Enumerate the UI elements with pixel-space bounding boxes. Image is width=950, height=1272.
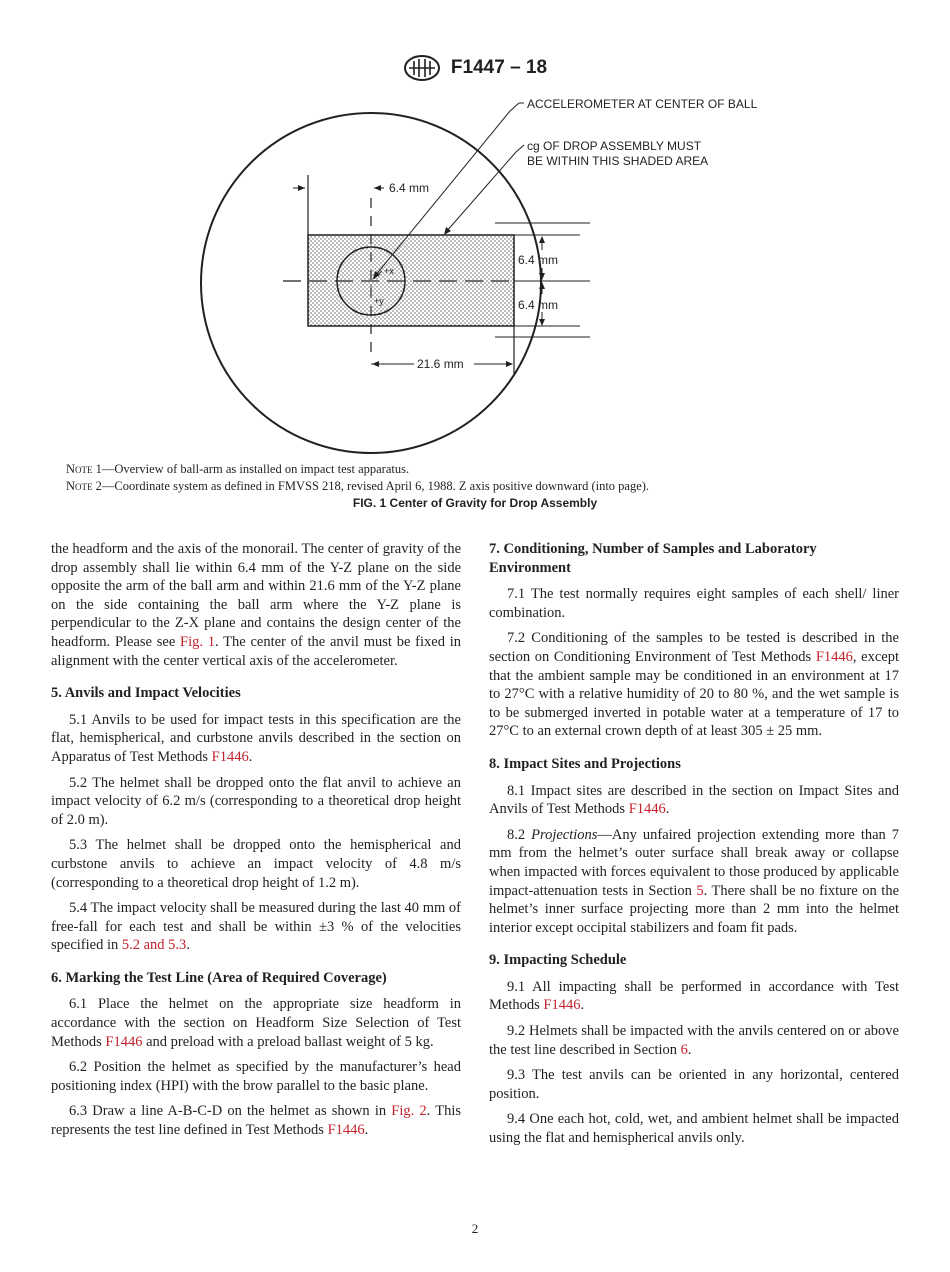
paragraph: 5.2 The helmet shall be dropped onto the flat anvil to achieve an impact velocity of 6.2 m/s (corresponding to a theoretical drop height of 2.0 m). — [51, 774, 461, 828]
section-6-link[interactable]: 6 — [680, 1041, 688, 1058]
paragraph: 5.1 Anvils to be used for impact tests in this specification are the flat, hemispherical, and curbstone anvils described in the section on Apparatus of Test Methods F1446. — [51, 711, 461, 765]
standard-code: F1447 – 18 — [450, 57, 548, 78]
paragraph: 9.4 One each hot, cold, wet, and ambient helmet shall be impacted using the flat and hemispherical anvils only. — [489, 1111, 899, 1147]
f1446-link[interactable]: F1446 — [543, 997, 581, 1014]
section-9-title: 9. Impacting Schedule — [489, 952, 627, 969]
paragraph: the headform and the axis of the monorail. The center of gravity of the drop assembly shall lie within 6.4 mm of the Y-Z plane on the side opposite the arm of the ball arm and within 21.6 mm of the Y-Z plane on the side containing the ball arm where the Y-Z plane is perpendicular to the Z-X plane and contains the design center of the headform. Please see Fig. 1. The center of the anvil must be fixed in alignment with the center vertical axis of the accelerometer. — [51, 541, 461, 669]
figure-notes — [66, 461, 896, 495]
paragraph: 8.1 Impact sites are described in the section on Impact Sites and Anvils of Test Methods F1446. — [489, 782, 899, 818]
paragraph: 9.1 All impacting shall be performed in accordance with Test Methods F1446. — [489, 978, 899, 1014]
left-column — [51, 540, 461, 1147]
right-column — [489, 540, 899, 1155]
section-7-title: 7. Conditioning, Number of Samples and Laboratory Environment — [489, 541, 817, 576]
f1446-link[interactable]: F1446 — [815, 648, 853, 665]
note-2: Note 2—Coordinate system as defined in FMVSS 218, revised April 6, 1988. Z axis positive downward (into page). — [66, 479, 650, 493]
paragraph: 5.3 The helmet shall be dropped onto the hemispherical and curbstone anvils to achieve an impact velocity of 4.8 m/s (corresponding to a theoretical drop height of 1.2 m). — [51, 837, 461, 891]
f1446-link[interactable]: F1446 — [628, 801, 666, 818]
section-6-title: 6. Marking the Test Line (Area of Required Coverage) — [51, 969, 387, 986]
note-1: Note 1—Overview of ball-arm as installed on impact test apparatus. — [66, 462, 410, 476]
axis-x-label: +x — [384, 266, 394, 276]
figure-1 — [0, 90, 950, 460]
section-8-title: 8. Impact Sites and Projections — [489, 755, 681, 772]
paragraph: 8.2 Projections—Any unfaired projection extending more than 7 mm from the helmet’s outer surface shall break away or collapse when impacted with forces equivalent to those produced by applicable impact-attenuation tests in Section 5. There shall be no fixture on the helmet’s inner surface projecting more than 2 mm into the helmet interior except occipital stabilizers and foam fit pads. — [489, 826, 900, 936]
paragraph: 9.2 Helmets shall be impacted with the anvils centered on or above the test line described in Section 6. — [489, 1023, 899, 1058]
f1446-link[interactable]: F1446 — [105, 1033, 143, 1050]
f1446-link[interactable]: F1446 — [327, 1122, 365, 1139]
dim-bottom-label: 21.6 mm — [417, 357, 464, 371]
f1446-link[interactable]: F1446 — [211, 748, 249, 765]
section-5-2-5-3-link[interactable]: 5.2 and 5.3 — [121, 937, 187, 954]
paragraph: 6.3 Draw a line A-B-C-D on the helmet as shown in Fig. 2. This represents the test line defined in Test Methods F1446. — [51, 1103, 461, 1139]
paragraph: 7.1 The test normally requires eight samples of each shell/ liner combination. — [489, 586, 899, 621]
fig-2-link[interactable]: Fig. 2 — [391, 1103, 427, 1120]
paragraph: 7.2 Conditioning of the samples to be tested is described in the section on Conditioning Environment of Test Methods F1446, except that the ambient sample may be conditioned in an environment at 17 to 27°C with a relative humidity of 20 to 80 %, and the wet sample is to be submerged inverted in potable water at a temperature of 17 to 27°C to an external crown depth of at least 305 ± 25 mm. — [489, 630, 899, 740]
page-header — [0, 54, 950, 82]
cg-label-line2: BE WITHIN THIS SHADED AREA — [527, 154, 709, 168]
cg-diagram — [0, 90, 950, 460]
paragraph: 5.4 The impact velocity shall be measured during the last 40 mm of free-fall for each test and shall be within ±3 % of the velocities specified in 5.2 and 5.3. — [51, 900, 461, 954]
section-5-title: 5. Anvils and Impact Velocities — [51, 685, 241, 702]
dim-right-lower-label: 6.4 mm — [518, 298, 559, 312]
astm-logo-icon — [403, 54, 441, 82]
cg-label-line1: cg OF DROP ASSEMBLY MUST — [527, 139, 702, 153]
dim-right-upper-label: 6.4 mm — [518, 253, 559, 267]
page-number: 2 — [471, 1221, 479, 1236]
dim-top-label: 6.4 mm — [389, 181, 430, 195]
fig-1-link[interactable]: Fig. 1 — [180, 633, 216, 650]
paragraph: 9.3 The test anvils can be oriented in any horizontal, centered position. — [489, 1067, 899, 1102]
axis-y-label: +y — [374, 296, 384, 306]
paragraph: 6.1 Place the helmet on the appropriate size headform in accordance with the section on Headform Size Selection of Test Methods F1446 and preload with a preload ballast weight of 5 kg. — [51, 996, 461, 1050]
accelerometer-label: ACCELEROMETER AT CENTER OF BALL — [527, 97, 758, 111]
paragraph: 6.2 Position the helmet as specified by the manufacturer’s head positioning index (HPI) with the brow parallel to the basic plane. — [51, 1059, 461, 1094]
section-5-link[interactable]: 5 — [696, 882, 704, 899]
figure-caption: FIG. 1 Center of Gravity for Drop Assembly — [352, 496, 598, 510]
